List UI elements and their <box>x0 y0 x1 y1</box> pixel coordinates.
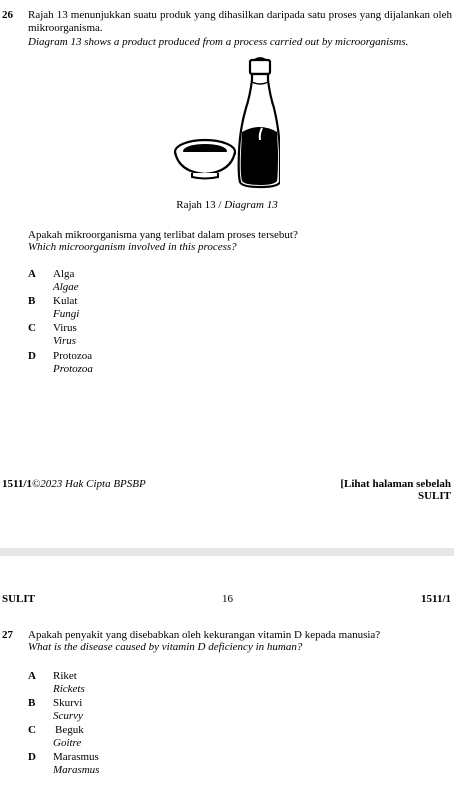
turn-over-note: [Lihat halaman sebelah <box>340 478 451 490</box>
paper-code: 1511/1 <box>2 478 32 490</box>
option-malay: Riket <box>53 670 77 682</box>
footer-left <box>2 478 146 491</box>
question-text-malay: Rajah 13 menunjukkan suatu produk yang dihasilkan daripada satu proses yang dijalankan oleh mikroorganisma. <box>28 9 452 35</box>
option-malay: Skurvi <box>53 697 83 709</box>
option-letter: B <box>28 295 36 307</box>
option-letter: B <box>28 697 36 709</box>
option-letter: A <box>28 268 36 280</box>
question-number: 26 <box>2 9 13 21</box>
option-english: Virus <box>53 335 77 347</box>
option-malay: Beguk <box>55 724 84 736</box>
page-number: 16 <box>222 593 233 605</box>
question-number: 27 <box>2 629 13 641</box>
option-english: Goitre <box>53 737 82 749</box>
option-malay: Protozoa <box>53 350 93 362</box>
page-separator <box>0 548 454 556</box>
classification-label: SULIT <box>417 490 451 502</box>
option-letter: C <box>28 322 36 334</box>
option-malay: Alga <box>53 268 75 280</box>
option-english: Protozoa <box>53 363 93 375</box>
option-english: Scurvy <box>53 710 83 722</box>
option-english: Fungi <box>53 308 80 320</box>
option-letter: C <box>28 724 36 736</box>
prompt-malay: Apakah mikroorganisma yang terlibat dalam proses tersebut? <box>28 229 298 241</box>
exam-page-2 <box>0 556 454 788</box>
option-letter: D <box>28 751 36 763</box>
prompt-english: Which microorganism involved in this process? <box>28 241 237 253</box>
classification-label: SULIT <box>2 593 36 605</box>
option-letter: D <box>28 350 36 362</box>
question-text-malay: Apakah penyakit yang disebabkan oleh kekurangan vitamin D kepada manusia? <box>28 629 381 641</box>
option-letter: A <box>28 670 36 682</box>
paper-code: 1511/1 <box>421 593 451 605</box>
question-text-english: Diagram 13 shows a product produced from a process carried out by microorganisms. <box>28 36 409 48</box>
question-text-english: What is the disease caused by vitamin D deficiency in human? <box>28 641 303 653</box>
option-malay: Marasmus <box>53 751 99 763</box>
option-english: Algae <box>53 281 79 293</box>
option-malay: Virus <box>53 322 77 334</box>
option-english: Marasmus <box>53 764 100 776</box>
option-malay: Kulat <box>53 295 78 307</box>
diagram-caption-english: Diagram 13 <box>224 199 278 211</box>
copyright: ©2023 Hak Cipta BPSBP <box>31 478 146 490</box>
diagram-caption-malay: Rajah 13 / <box>176 199 225 211</box>
option-english: Rickets <box>53 683 85 695</box>
